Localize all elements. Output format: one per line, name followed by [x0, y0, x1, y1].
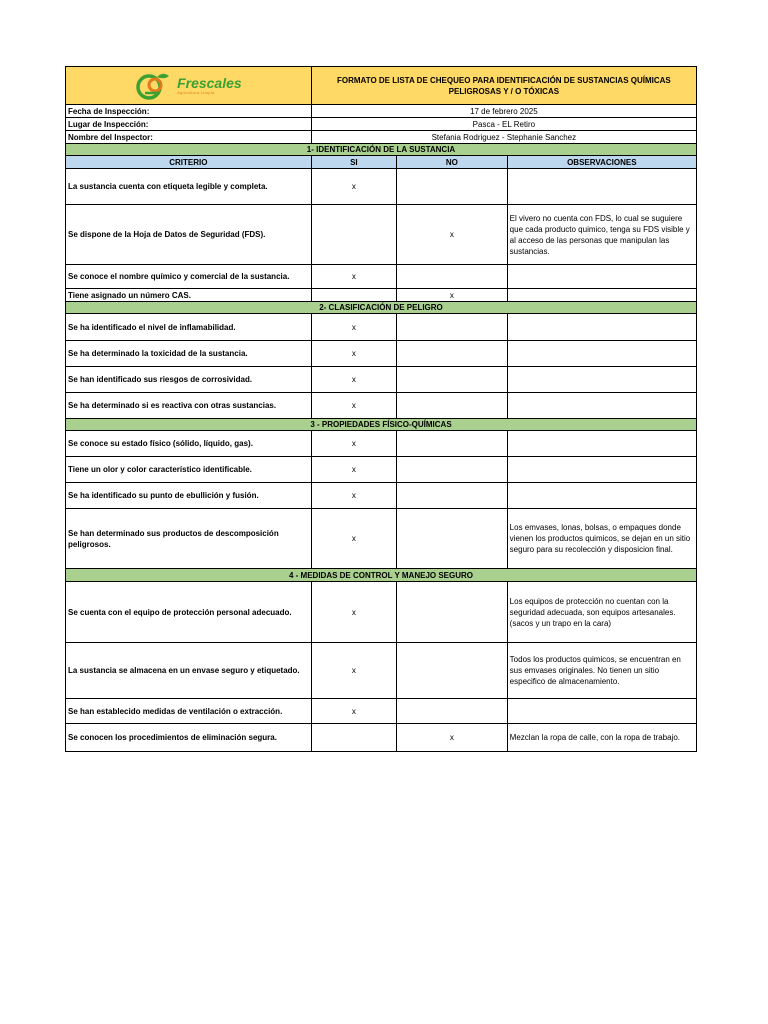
table-row [66, 393, 697, 419]
observaciones-cell [507, 265, 696, 289]
criterio-cell: Se han determinado sus productos de descomposición peligrosos. [66, 509, 312, 569]
table-row [66, 643, 697, 699]
si-cell [311, 724, 396, 752]
table-row [66, 509, 697, 569]
si-cell: x [311, 699, 396, 724]
criterio-cell: Tiene un olor y color característico identificable. [66, 457, 312, 483]
criterio-cell: Se ha identificado el nivel de inflamabilidad. [66, 314, 312, 341]
table-row [66, 341, 697, 367]
no-cell: x [396, 724, 507, 752]
no-cell [396, 457, 507, 483]
observaciones-cell [507, 289, 696, 302]
column-header-no: NO [396, 156, 507, 169]
table-row [66, 205, 697, 265]
si-cell: x [311, 509, 396, 569]
section-title: 3 - PROPIEDADES FÍSICO-QUÍMICAS [66, 419, 697, 431]
document-title: FORMATO DE LISTA DE CHEQUEO PARA IDENTIFICACIÓN DE SUSTANCIAS QUÍMICAS PELIGROSAS Y / O TÓXICAS [311, 67, 696, 105]
no-cell [396, 643, 507, 699]
si-cell: x [311, 265, 396, 289]
criterio-cell: Se conocen los procedimientos de eliminación segura. [66, 724, 312, 752]
info-label-inspector: Nombre del Inspector: [66, 131, 312, 144]
criterio-cell: Se han identificado sus riesgos de corrosividad. [66, 367, 312, 393]
table-row [66, 724, 697, 752]
criterio-cell: Se ha determinado si es reactiva con otras sustancias. [66, 393, 312, 419]
section-title: 4 - MEDIDAS DE CONTROL Y MANEJO SEGURO [66, 569, 697, 582]
table-row [66, 169, 697, 205]
no-cell [396, 582, 507, 643]
info-value-fecha: 17 de febrero 2025 [311, 105, 696, 118]
observaciones-cell [507, 699, 696, 724]
criterio-cell: La sustancia cuenta con etiqueta legible y completa. [66, 169, 312, 205]
column-header-si: SI [311, 156, 396, 169]
si-cell: x [311, 169, 396, 205]
criterio-cell: Tiene asignado un número CAS. [66, 289, 312, 302]
si-cell: x [311, 457, 396, 483]
si-cell: x [311, 314, 396, 341]
section-title: 2- CLASIFICACIÓN DE PELIGRO [66, 302, 697, 314]
table-row [66, 314, 697, 341]
criterio-cell: Se cuenta con el equipo de protección personal adecuado. [66, 582, 312, 643]
observaciones-cell [507, 367, 696, 393]
observaciones-cell: Los equipos de protección no cuentan con la seguridad adecuada, son equipos artesanales. (sacos y un trapo en la cara) [507, 582, 696, 643]
observaciones-cell [507, 169, 696, 205]
info-label-fecha: Fecha de Inspección: [66, 105, 312, 118]
observaciones-cell [507, 431, 696, 457]
observaciones-cell [507, 341, 696, 367]
si-cell: x [311, 483, 396, 509]
no-cell [396, 314, 507, 341]
table-row [66, 265, 697, 289]
si-cell [311, 289, 396, 302]
frescales-logo-icon [135, 71, 175, 101]
table-row [66, 483, 697, 509]
logo-tagline: Agricultura Limpia [177, 89, 215, 95]
column-header-observaciones: OBSERVACIONES [507, 156, 696, 169]
criterio-cell: Se conoce su estado físico (sólido, líquido, gas). [66, 431, 312, 457]
no-cell [396, 699, 507, 724]
si-cell [311, 205, 396, 265]
criterio-cell: Se conoce el nombre químico y comercial de la sustancia. [66, 265, 312, 289]
criterio-cell: Se dispone de la Hoja de Datos de Seguridad (FDS). [66, 205, 312, 265]
column-header-criterio: CRITERIO [66, 156, 312, 169]
si-cell: x [311, 582, 396, 643]
info-label-lugar: Lugar de Inspección: [66, 118, 312, 131]
observaciones-cell: Todos los productos quimicos, se encuentran en sus emvases originales. No tienen un sitio especifico de almacenamiento. [507, 643, 696, 699]
si-cell: x [311, 341, 396, 367]
table-row [66, 699, 697, 724]
observaciones-cell [507, 483, 696, 509]
si-cell: x [311, 367, 396, 393]
criterio-cell: Se ha determinado la toxicidad de la sustancia. [66, 341, 312, 367]
observaciones-cell: El vivero no cuenta con FDS, lo cual se suguiere que cada producto quimico, tenga su FDS visible y al acceso de las personas que manipulan las sustancias. [507, 205, 696, 265]
table-row [66, 582, 697, 643]
no-cell: x [396, 205, 507, 265]
no-cell [396, 393, 507, 419]
no-cell [396, 265, 507, 289]
observaciones-cell [507, 314, 696, 341]
observaciones-cell: Mezclan la ropa de calle, con la ropa de trabajo. [507, 724, 696, 752]
observaciones-cell [507, 457, 696, 483]
observaciones-cell [507, 393, 696, 419]
info-value-inspector: Stefania Rodriguez - Stephanie Sanchez [311, 131, 696, 144]
section-title: 1- IDENTIFICACIÓN DE LA SUSTANCIA [66, 144, 697, 156]
criterio-cell: Se han establecido medidas de ventilación o extracción. [66, 699, 312, 724]
si-cell: x [311, 643, 396, 699]
criterio-cell: Se ha identificado su punto de ebullición y fusión. [66, 483, 312, 509]
no-cell [396, 483, 507, 509]
logo-cell [66, 67, 312, 105]
table-row [66, 289, 697, 302]
table-row [66, 457, 697, 483]
no-cell [396, 341, 507, 367]
no-cell [396, 431, 507, 457]
no-cell [396, 169, 507, 205]
info-value-lugar: Pasca - EL Retiro [311, 118, 696, 131]
si-cell: x [311, 393, 396, 419]
si-cell: x [311, 431, 396, 457]
logo-name: Frescales [177, 74, 242, 91]
observaciones-cell: Los emvases, lonas, bolsas, o empaques donde vienen los productos quimicos, se dejan en un sitio seguro para su recolección y disposicion final. [507, 509, 696, 569]
criterio-cell: La sustancia se almacena en un envase seguro y etiquetado. [66, 643, 312, 699]
table-row [66, 431, 697, 457]
no-cell [396, 367, 507, 393]
no-cell: x [396, 289, 507, 302]
table-row [66, 367, 697, 393]
checklist-sheet [65, 66, 697, 752]
no-cell [396, 509, 507, 569]
